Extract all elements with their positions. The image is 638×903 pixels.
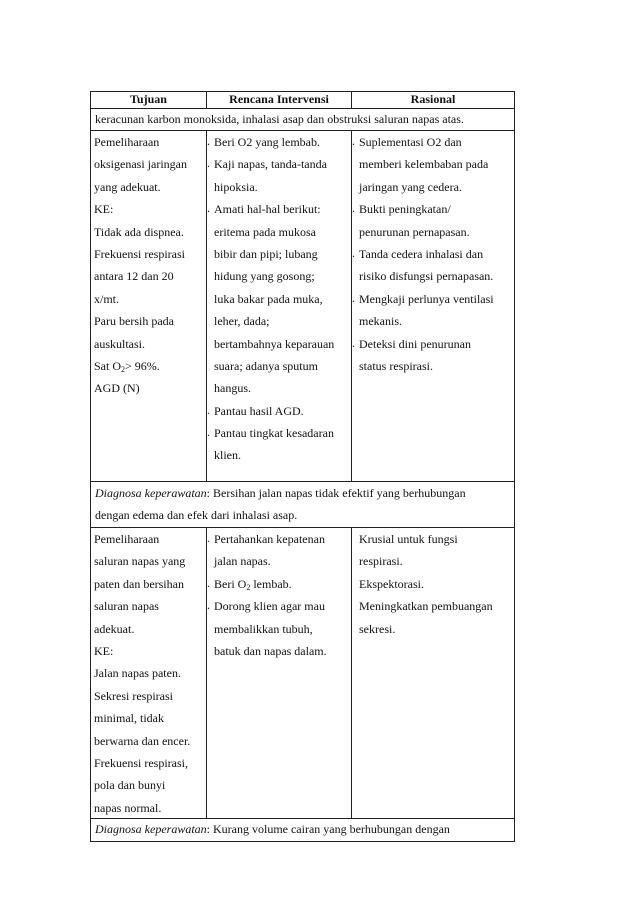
tujuan-line: KE: — [94, 643, 114, 658]
tujuan-line: berwarna dan encer. — [94, 733, 191, 748]
tujuan-line: Sekresi respirasi — [94, 688, 173, 703]
tujuan-line: saluran napas — [94, 599, 159, 614]
continuation-text: keracunan karbon monoksida, inhalasi asap dan obstruksi saluran napas atas. — [95, 112, 464, 126]
tujuan-line: AGD (N) — [94, 381, 140, 396]
tujuan-line: napas normal. — [94, 800, 162, 815]
tujuan-line: x/mt. — [94, 291, 120, 306]
rencana-line: hipoksia. — [214, 179, 258, 194]
section2-row — [91, 528, 514, 819]
tujuan-line: pola dan bunyi — [94, 778, 166, 793]
tujuan-line: antara 12 dan 20 — [94, 269, 174, 284]
rasional-item: . Mengkaji perlunya ventilasi — [352, 288, 514, 310]
section2-tujuan — [91, 528, 207, 818]
tujuan-line: Tidak ada dispnea. — [94, 224, 184, 239]
tujuan-line: saluran napas yang — [94, 554, 186, 569]
lembab-text: lembab. — [250, 576, 292, 591]
rencana-line: hangus. — [214, 381, 251, 396]
continuation-row — [91, 109, 514, 131]
diagnosis2-text — [91, 482, 514, 527]
rasional-line: respirasi. — [359, 554, 403, 569]
tujuan-line: yang adekuat. — [94, 179, 161, 194]
rencana-line: batuk dan napas dalam. — [214, 643, 327, 658]
rencana-line: bibir dan pipi; lubang — [214, 246, 318, 261]
rasional-line: penurunan pernapasan. — [359, 224, 470, 239]
tujuan-line: adekuat. — [94, 621, 135, 636]
rencana-line: eritema pada mukosa — [214, 224, 316, 239]
tujuan-line: Pemeliharaan — [94, 135, 160, 149]
diagnosis2-line2: dengan edema dan efek dari inhalasi asap. — [95, 508, 298, 523]
rencana-line: bertambahnya keparauan — [214, 336, 335, 351]
rasional-item: . Bukti peningkatan/ — [352, 198, 514, 220]
rencana-line: luka bakar pada muka, — [214, 291, 323, 306]
section1-row — [91, 131, 514, 482]
beri-o-text: Beri O — [214, 576, 247, 591]
rasional-item: . Tanda cedera inhalasi dan — [352, 243, 514, 265]
diagnosis3-label: Diagnosa keperawatan — [95, 822, 207, 836]
tujuan-line: Paru bersih pada — [94, 314, 174, 329]
diagnosis2-label: Diagnosa keperawatan — [95, 486, 207, 500]
rasional-line: Ekspektorasi. — [359, 576, 424, 591]
care-plan-table — [90, 91, 515, 842]
rencana-line: klien. — [214, 448, 241, 463]
rasional-item: . Deteksi dini penurunan — [352, 333, 514, 355]
rencana-item: . Pantau hasil AGD. — [207, 400, 351, 422]
rasional-line: memberi kelembaban pada — [359, 157, 489, 172]
rencana-line: membalikkan tubuh, — [214, 621, 313, 636]
header-row — [91, 92, 514, 109]
tujuan-line: minimal, tidak — [94, 711, 164, 726]
diagnosis3-row — [91, 819, 514, 841]
diagnosis2-line1 — [95, 482, 514, 504]
rasional-line: sekresi. — [359, 621, 396, 636]
tujuan-line: paten dan bersihan — [94, 576, 184, 591]
rasional-line: mekanis. — [359, 314, 402, 329]
rencana-item-beri-o2 — [207, 573, 351, 595]
tujuan-line: Frekuensi respirasi, — [94, 755, 188, 770]
rasional-line: Meningkatkan pembuangan — [359, 599, 493, 614]
sat-value-text: > 96%. — [125, 358, 160, 373]
rencana-item: . Dorong klien agar mau — [207, 595, 351, 617]
subscript-2: 2 — [246, 582, 251, 592]
section1-tujuan — [91, 131, 207, 481]
rencana-item: . Pertahankan kepatenan — [207, 528, 351, 550]
rasional-line: status respirasi. — [359, 358, 433, 373]
tujuan-line: Frekuensi respirasi — [94, 246, 185, 261]
diagnosis2-row — [91, 482, 514, 528]
rasional-line: jaringan yang cedera. — [359, 179, 462, 194]
diagnosis3-text — [91, 819, 514, 841]
diagnosis3-line1-text: : Kurang volume cairan yang berhubungan dengan — [206, 822, 450, 836]
sat-o-text: Sat O — [94, 358, 121, 373]
rencana-item: . Beri O2 yang lembab. — [207, 131, 351, 153]
section1-rasional — [352, 131, 514, 481]
section2-rencana — [207, 528, 352, 818]
tujuan-line: KE: — [94, 202, 114, 217]
header-rencana-intervensi: Rencana Intervensi — [207, 92, 352, 108]
rasional-line: risiko disfungsi pernapasan. — [359, 269, 494, 284]
rasional-line: Krusial untuk fungsi — [359, 532, 458, 546]
tujuan-line: Jalan napas paten. — [94, 666, 181, 681]
rencana-item: . Amati hal-hal berikut: — [207, 198, 351, 220]
tujuan-line: oksigenasi jaringan — [94, 157, 187, 172]
diagnosis2-line1-text: : Bersihan jalan napas tidak efektif yang berhubungan — [206, 486, 466, 500]
tujuan-line: auskultasi. — [94, 336, 145, 351]
rencana-line: jalan napas. — [214, 554, 271, 569]
rencana-line: leher, dada; — [214, 314, 270, 329]
subscript-2: 2 — [121, 364, 125, 374]
section1-rencana — [207, 131, 352, 481]
rencana-item: . Kaji napas, tanda-tanda — [207, 153, 351, 175]
rencana-item: . Pantau tingkat kesadaran — [207, 422, 351, 444]
tujuan-line-sat-o2 — [91, 355, 206, 377]
rencana-line: suara; adanya sputum — [214, 358, 318, 373]
rencana-line: hidung yang gosong; — [214, 269, 315, 284]
header-tujuan: Tujuan — [91, 92, 207, 108]
header-rasional: Rasional — [410, 92, 456, 106]
section2-rasional — [352, 528, 514, 818]
tujuan-line: Pemeliharaan — [94, 532, 160, 546]
rasional-item: . Suplementasi O2 dan — [352, 131, 514, 153]
